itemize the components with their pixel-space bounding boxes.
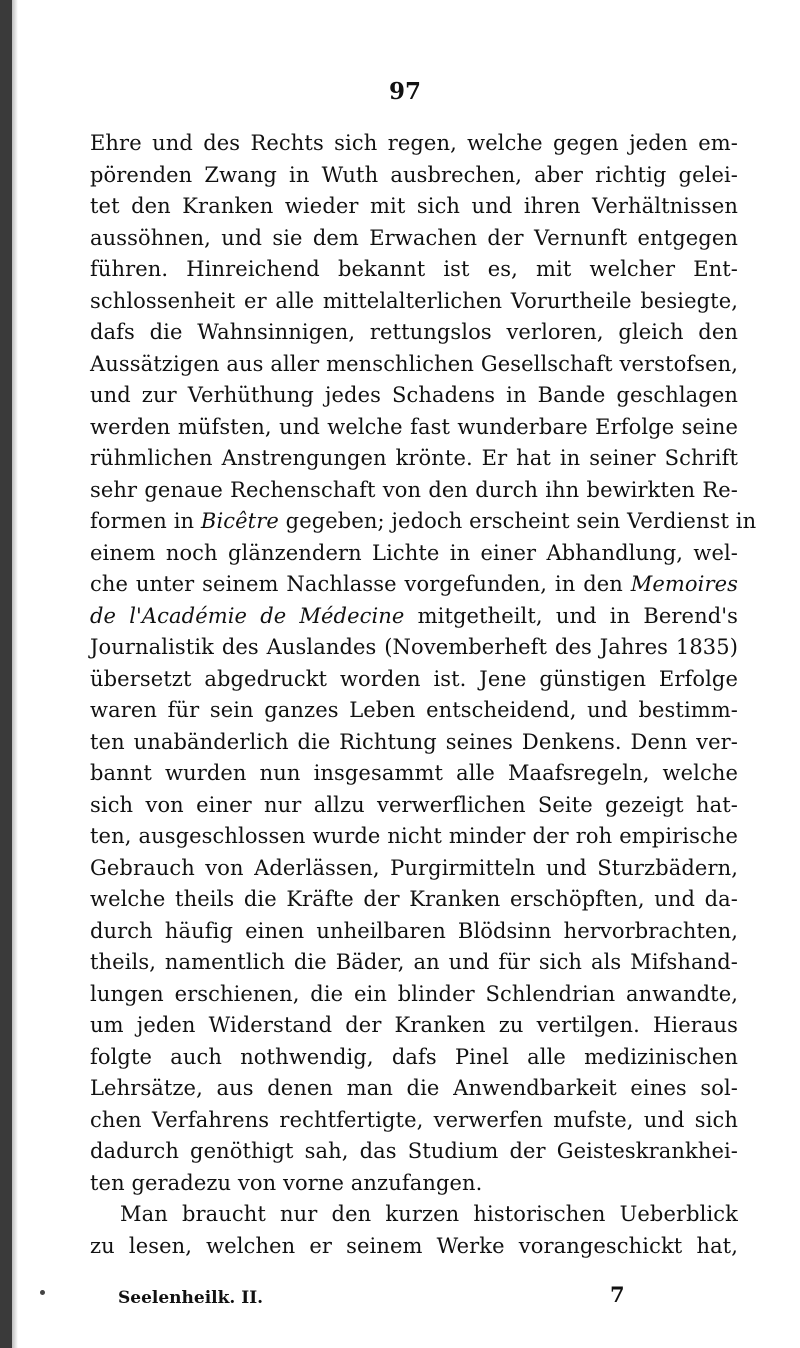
text-line: ten unabänderlich die Richtung seines Denkens. Denn ver- [90, 729, 738, 754]
text-line: dafs die Wahnsinnigen, rettungslos verloren, gleich den [90, 320, 738, 344]
text-line: übersetzt abgedruckt worden ist. Jene günstigen Erfolge [90, 666, 738, 691]
text-line: pörenden Zwang in Wuth ausbrechen, aber richtig gelei- [90, 162, 738, 187]
text-line: und zur Verhüthung jedes Schadens in Bande geschlagen [90, 383, 738, 407]
text-line: chen Verfahrens rechtfertigte, verwerfen mufste, und sich [90, 1107, 738, 1132]
margin-speck [40, 1290, 45, 1295]
text-line: um jeden Widerstand der Kranken zu vertilgen. Hieraus [90, 1013, 738, 1037]
text-line [90, 506, 757, 538]
text-line: Journalistik des Auslandes (Novemberheft des Jahres 1835) [90, 635, 738, 659]
text-line: einem noch glänzendern Lichte in einer Abhandlung, wel- [90, 540, 738, 565]
publication-title-emphasis: de l'Académie de Médecine [90, 603, 405, 628]
text-line: ten, ausgeschlossen wurde nicht minder der roh empirische [90, 824, 738, 848]
publication-title-emphasis: Memoires [630, 572, 738, 596]
text-line: zu lesen, welchen er seinem Werke vorangeschickt hat, [90, 1233, 738, 1258]
text-line: theils, namentlich die Bäder, an und für sich als Mifshand- [90, 950, 738, 974]
text-line: sehr genaue Rechenschaft von den durch ihn bewirkten Re- [90, 477, 738, 502]
gathering-number: 7 [610, 1282, 625, 1307]
text-line: sich von einer nur allzu verwerflichen Seite gezeigt hat- [90, 792, 738, 817]
body-text [90, 128, 757, 1262]
text-line: waren für sein ganzes Leben entscheidend, und bestimm- [90, 698, 738, 722]
page-footer [118, 1282, 648, 1318]
text-line: dadurch genöthigt sah, das Studium der Geisteskrankhei- [90, 1139, 738, 1163]
text-line: Lehrsätze, aus denen man die Anwendbarkeit eines sol- [90, 1076, 738, 1100]
text-line: führen. Hinreichend bekannt ist es, mit welcher Ent- [90, 257, 738, 281]
text-line: folgte auch nothwendig, dafs Pinel alle medizinischen [90, 1044, 738, 1069]
text-line: lungen erschienen, die ein blinder Schlendrian anwandte, [90, 981, 738, 1006]
text-run: gegeben; jedoch erscheint sein Verdienst in [278, 509, 757, 533]
text-line: tet den Kranken wieder mit sich und ihren Verhältnissen [90, 194, 738, 218]
text-line [90, 601, 738, 633]
text-line: welche theils die Kräfte der Kranken erschöpften, und da- [90, 887, 738, 911]
text-line: ten geradezu von vorne anzufangen. [90, 1170, 483, 1195]
text-line: Ehre und des Rechts sich regen, welche gegen jeden em- [90, 131, 738, 155]
text-line: Gebrauch von Aderlässen, Purgirmitteln und Sturzbädern, [90, 855, 738, 880]
place-name-emphasis: Bicêtre [200, 509, 279, 533]
text-line: Aussätzigen aus aller menschlichen Gesellschaft verstofsen, [90, 351, 738, 376]
text-line: schlossenheit er alle mittelalterlichen Vorurtheile besiegte, [90, 288, 738, 313]
text-line: Man braucht nur den kurzen historischen Ueberblick [120, 1202, 738, 1226]
signature-mark: Seelenheilk. II. [118, 1288, 264, 1308]
page-left-edge [0, 0, 12, 1348]
text-run: formen in [90, 509, 201, 533]
text-line: rühmlichen Anstrengungen krönte. Er hat in seiner Schrift [90, 446, 738, 470]
text-line: bannt wurden nun insgesammt alle Maafsregeln, welche [90, 761, 738, 785]
page-number: 97 [388, 78, 421, 105]
text-line: durch häufig einen unheilbaren Blödsinn hervorbrachten, [90, 918, 738, 943]
text-line [90, 569, 738, 601]
text-run: mitgetheilt, und in Berend's [404, 603, 738, 628]
text-line: werden müfsten, und welche fast wunderbare Erfolge seine [90, 414, 738, 439]
text-line: aussöhnen, und sie dem Erwachen der Vernunft entgegen [90, 225, 738, 250]
text-run: che unter seinem Nachlasse vorgefunden, in den [90, 572, 631, 596]
